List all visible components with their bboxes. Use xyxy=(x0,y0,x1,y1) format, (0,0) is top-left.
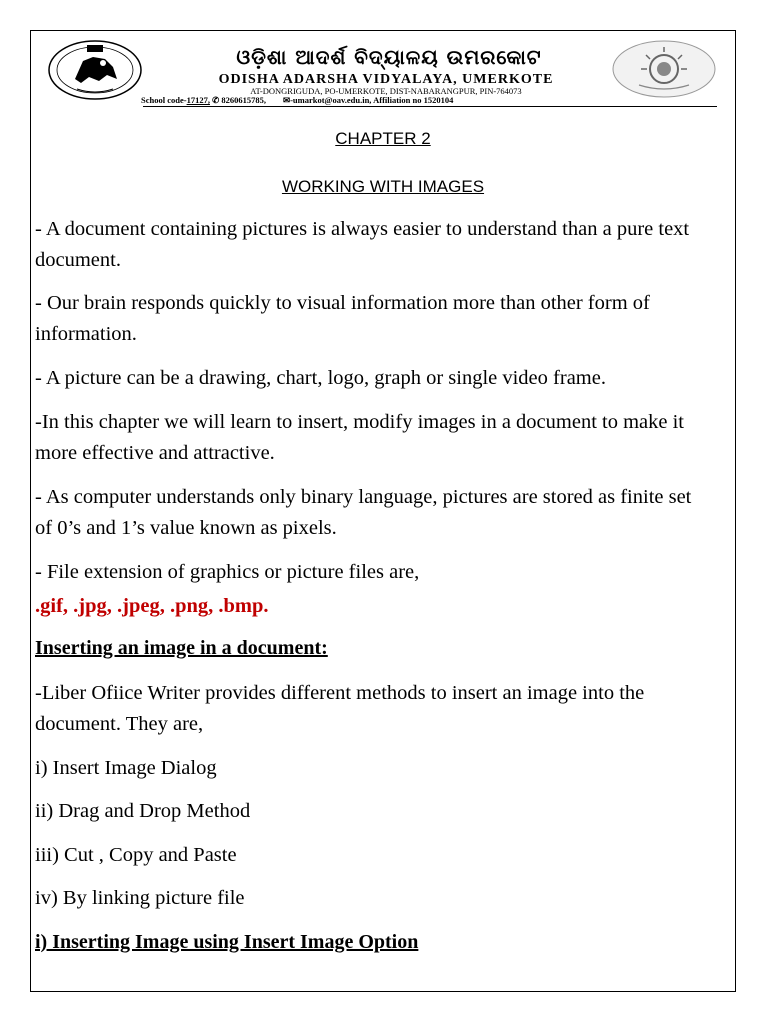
paragraph-5: - As computer understands only binary language, pictures are stored as finite set of 0’s and 1’s value known as pixels. xyxy=(35,486,692,539)
chapter-number: CHAPTER 2 xyxy=(335,129,431,148)
email-address: -umarkot@oav.edu.in, xyxy=(290,95,372,105)
school-name-odia: ଓଡ଼ିଶା ଆଦର୍ଶ ବିଦ୍ୟାଳୟ ଉମରକୋଟ xyxy=(236,45,542,69)
paragraph-1: - A document containing pictures is always easier to understand than a pure text document. xyxy=(35,218,690,271)
method-item: iii) Cut , Copy and Paste xyxy=(35,844,237,866)
school-contact xyxy=(141,95,661,106)
letterhead-divider xyxy=(143,106,717,107)
school-code: 17127, xyxy=(186,95,210,105)
paragraph-2: - Our brain responds quickly to visual information more than other form of information. xyxy=(35,292,650,345)
page-border xyxy=(30,30,736,992)
paragraph-4: -In this chapter we will learn to insert, modify images in a document to make it more effective and attractive. xyxy=(35,411,684,464)
extensions-intro: - File extension of graphics or picture files are, xyxy=(35,561,420,583)
letterhead xyxy=(31,31,735,109)
section-heading-inserting-image: Inserting an image in a document: xyxy=(35,637,328,659)
email-icon: ✉ xyxy=(282,95,291,105)
section-intro: -Liber Ofiice Writer provides different methods to insert an image into the document. They are, xyxy=(35,682,645,735)
school-code-label: School code- xyxy=(141,95,187,105)
school-address: AT-DONGRIGUDA, PO-UMERKOTE, DIST-NABARANGPUR, PIN-764073 xyxy=(250,86,522,96)
method-item: i) Insert Image Dialog xyxy=(35,757,217,779)
phone-icon: ✆ xyxy=(212,95,220,105)
school-name: ODISHA ADARSHA VIDYALAYA, UMERKOTE xyxy=(218,72,554,87)
state-emblem-logo xyxy=(47,39,143,101)
extensions-list: .gif, .jpg, .jpeg, .png, .bmp. xyxy=(35,595,269,617)
method-item: ii) Drag and Drop Method xyxy=(35,800,251,822)
affiliation-number: Affiliation no 1520104 xyxy=(373,95,454,105)
method-item: iv) By linking picture file xyxy=(35,887,245,909)
paragraph-3: - A picture can be a drawing, chart, logo, graph or single video frame. xyxy=(35,367,606,389)
oav-logo xyxy=(611,39,717,99)
phone-number: 8260615785, xyxy=(221,95,266,105)
subsection-heading: i) Inserting Image using Insert Image Option xyxy=(35,931,419,953)
chapter-title: WORKING WITH IMAGES xyxy=(281,177,485,196)
